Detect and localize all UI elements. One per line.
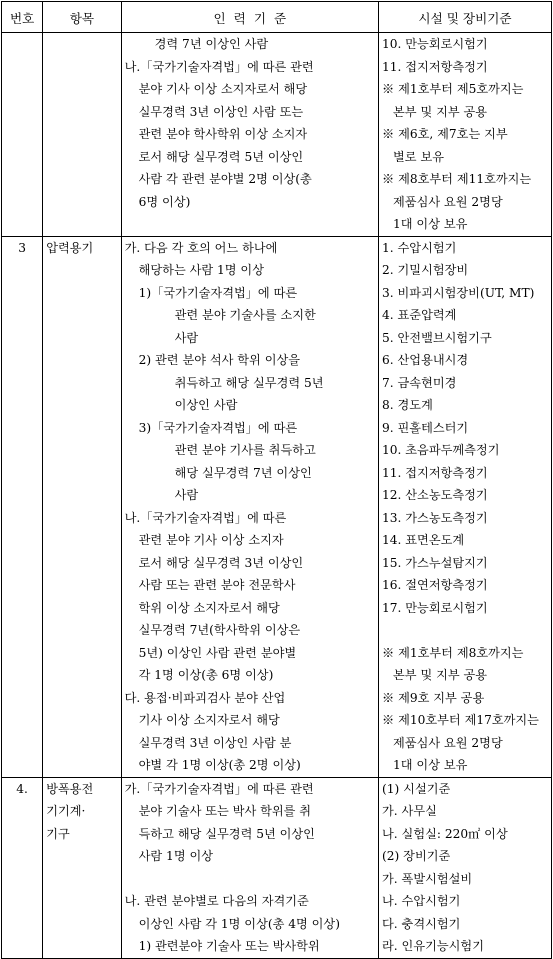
- row-facilities: [379, 236, 552, 777]
- facility-line: 5. 안전밸브시험기구: [382, 330, 492, 345]
- requirement-line: 로서 해당 실무경력 5년 이상인: [138, 149, 304, 164]
- facility-line: 13. 가스농도측정기: [382, 510, 488, 525]
- facility-line: 8. 경도계: [382, 398, 433, 412]
- requirement-line: 실무경력 3년 이상인 사람 또는: [138, 104, 304, 119]
- facility-line: ※ 제9호 지부 공용: [382, 690, 485, 705]
- facility-line: 제품심사 요원 2명당: [393, 194, 503, 209]
- facility-line: 17. 만능회로시험기: [382, 600, 488, 615]
- requirement-line: 로서 해당 실무경력 3년 이상인: [138, 555, 304, 570]
- facility-line: 10. 초음파두께측정기: [382, 443, 500, 457]
- requirement-line: [125, 213, 376, 236]
- facility-line: 9. 핀홀테스터기: [382, 420, 469, 435]
- item-line: 기기계·: [46, 804, 86, 818]
- facility-line: ※ 제10호부터 제17호까지는: [382, 713, 539, 727]
- facility-line: 16. 절연저항측정기: [382, 578, 488, 592]
- facility-line: 11. 접지저항측정기: [382, 465, 488, 480]
- requirement-line: 6명 이상): [138, 194, 191, 209]
- requirement-line: 분야 기술사 또는 박사 학위를 취: [138, 804, 312, 818]
- requirement-line: 취득하고 해당 실무경력 5년: [174, 375, 324, 390]
- facility-line: 1대 이상 보유: [393, 758, 468, 772]
- requirement-line: 이상인 사람 각 1명 이상(총 4명 이상): [138, 916, 340, 931]
- facility-line: 다. 충격시험기: [382, 916, 461, 931]
- facility-line: 가. 사무실: [382, 804, 437, 818]
- facility-line: 12. 산소농도측정기: [382, 488, 488, 502]
- requirement-line: 학위 이상 소지자로서 해당: [138, 600, 280, 615]
- facility-line: 본부 및 지부 공용: [393, 104, 488, 119]
- item-line: 압력용기: [46, 240, 94, 255]
- requirement-line: 나. 관련 분야별로 다음의 자격기준: [124, 894, 309, 908]
- requirement-line: 실무경력 3년 이상인 사람 분: [138, 735, 292, 750]
- header-requirements: 인 력 기 준: [121, 2, 378, 33]
- row-item: [43, 236, 121, 777]
- facility-line: 가. 폭발시험설비: [382, 871, 473, 886]
- requirement-line: 사람 또는 관련 분야 전문학사: [138, 578, 296, 592]
- header-facilities: 시설 및 장비기준: [379, 2, 552, 33]
- table-row: [2, 777, 552, 958]
- facility-line: ※ 제6호, 제7호는 지부: [382, 127, 508, 141]
- row-number-text: [2, 33, 42, 56]
- requirement-line: 관련 분야 학사학위 이상 소지자: [138, 127, 308, 141]
- facility-line: (1) 시설기준: [382, 781, 451, 796]
- requirement-line: [125, 868, 376, 891]
- row-number: [2, 33, 43, 237]
- facility-line: 나. 실험실: 220㎡ 이상: [382, 826, 508, 841]
- row-number: [2, 236, 43, 777]
- item-line: 방폭용전: [46, 781, 94, 796]
- requirement-line: 다. 용접·비파괴검사 분야 산업: [124, 690, 286, 705]
- requirement-line: 1)「국가기술자격법」에 따른: [138, 285, 298, 300]
- row-item: [43, 777, 121, 958]
- row-number-text: 4.: [16, 781, 28, 796]
- requirement-line: 나.「국가기술자격법」에 따른: [124, 510, 287, 525]
- requirement-line: 1) 관련분야 기술사 또는 박사학위: [138, 939, 320, 953]
- requirement-line: 관련 분야 기사 이상 소지자: [138, 533, 284, 547]
- requirement-line: 관련 분야 기술사를 소지한: [174, 308, 316, 322]
- facility-line: (2) 장비기준: [382, 849, 451, 863]
- facility-line: 11. 접지저항측정기: [382, 59, 488, 74]
- requirement-line: 사람: [174, 330, 199, 345]
- facility-line: ※ 제1호부터 제8호까지는: [382, 645, 524, 660]
- header-item: 항목: [43, 2, 121, 33]
- requirement-line: 가.「국가기술자격법」에 따른 관련: [124, 781, 314, 796]
- requirement-line: 이상인 사람: [174, 398, 238, 412]
- requirement-line: 사람 1명 이상: [138, 849, 214, 863]
- table-header-row: [2, 2, 552, 33]
- requirement-line: 관련 분야 기사를 취득하고: [174, 443, 316, 457]
- row-facilities: [379, 777, 552, 958]
- requirement-line: 사람: [174, 488, 199, 502]
- requirement-line: 5년) 이상인 사람 관련 분야별: [138, 645, 297, 660]
- table-row: [2, 33, 552, 237]
- requirement-line: 사람 각 관련 분야별 2명 이상(총: [138, 172, 312, 186]
- row-requirements: [121, 33, 378, 237]
- requirement-line: 득하고 해당 실무경력 5년 이상인: [138, 826, 315, 841]
- requirement-line: 2) 관련 분야 석사 학위 이상을: [138, 353, 301, 367]
- facility-line: 7. 금속현미경: [382, 375, 457, 390]
- requirement-line: 야별 각 1명 이상(총 2명 이상): [138, 758, 301, 772]
- requirement-line: 경력 7년 이상인 사람: [154, 37, 269, 51]
- requirement-line: 3)「국가기술자격법」에 따른: [138, 420, 298, 435]
- header-number: 번호: [2, 2, 43, 33]
- facility-line: 6. 산업용내시경: [382, 353, 469, 367]
- facility-line: 제품심사 요원 2명당: [393, 735, 503, 750]
- facility-line: ※ 제1호부터 제5호까지는: [382, 82, 524, 96]
- facility-line: 15. 가스누설탐지기: [382, 555, 488, 570]
- facility-line: 2. 기밀시험장비: [382, 263, 469, 277]
- row-facilities: [379, 33, 552, 237]
- facility-line: 14. 표면온도계: [382, 533, 465, 547]
- requirement-line: 해당하는 사람 1명 이상: [138, 263, 264, 277]
- facility-line: 별로 보유: [393, 149, 444, 164]
- document-page: [0, 1, 553, 953]
- table-row: [2, 236, 552, 777]
- facility-line: 10. 만능회로시험기: [382, 37, 488, 51]
- requirement-line: 각 1명 이상(총 6명 이상): [138, 668, 274, 682]
- facility-line: 1. 수압시험기: [382, 240, 457, 255]
- row-number: [2, 777, 43, 958]
- row-number-text: 3: [18, 240, 26, 255]
- row-requirements: [121, 236, 378, 777]
- facility-line: 본부 및 지부 공용: [393, 668, 488, 682]
- facility-line: 3. 비파괴시험장비(UT, MT): [382, 285, 535, 300]
- row-item: [43, 33, 121, 237]
- facility-line: [382, 619, 549, 642]
- requirement-line: 분야 기사 이상 소지자로서 해당: [138, 82, 308, 96]
- row-requirements: [121, 777, 378, 958]
- requirement-line: 해당 실무경력 7년 이상인: [174, 465, 312, 480]
- standards-table: [1, 1, 552, 959]
- facility-line: 라. 인유기능시험기: [382, 939, 484, 953]
- requirement-line: 실무경력 7년(학사학위 이상은: [138, 623, 301, 637]
- facility-line: 4. 표준압력계: [382, 308, 457, 322]
- facility-line: 1대 이상 보유: [393, 217, 468, 231]
- facility-line: 나. 수압시험기: [382, 894, 461, 908]
- requirement-line: 가. 다음 각 호의 어느 하나에: [124, 240, 278, 255]
- requirement-line: 나.「국가기술자격법」에 따른 관련: [124, 59, 314, 74]
- requirement-line: 기사 이상 소지자로서 해당: [138, 713, 280, 727]
- item-line: 기구: [46, 826, 70, 841]
- facility-line: ※ 제8호부터 제11호까지는: [382, 172, 532, 186]
